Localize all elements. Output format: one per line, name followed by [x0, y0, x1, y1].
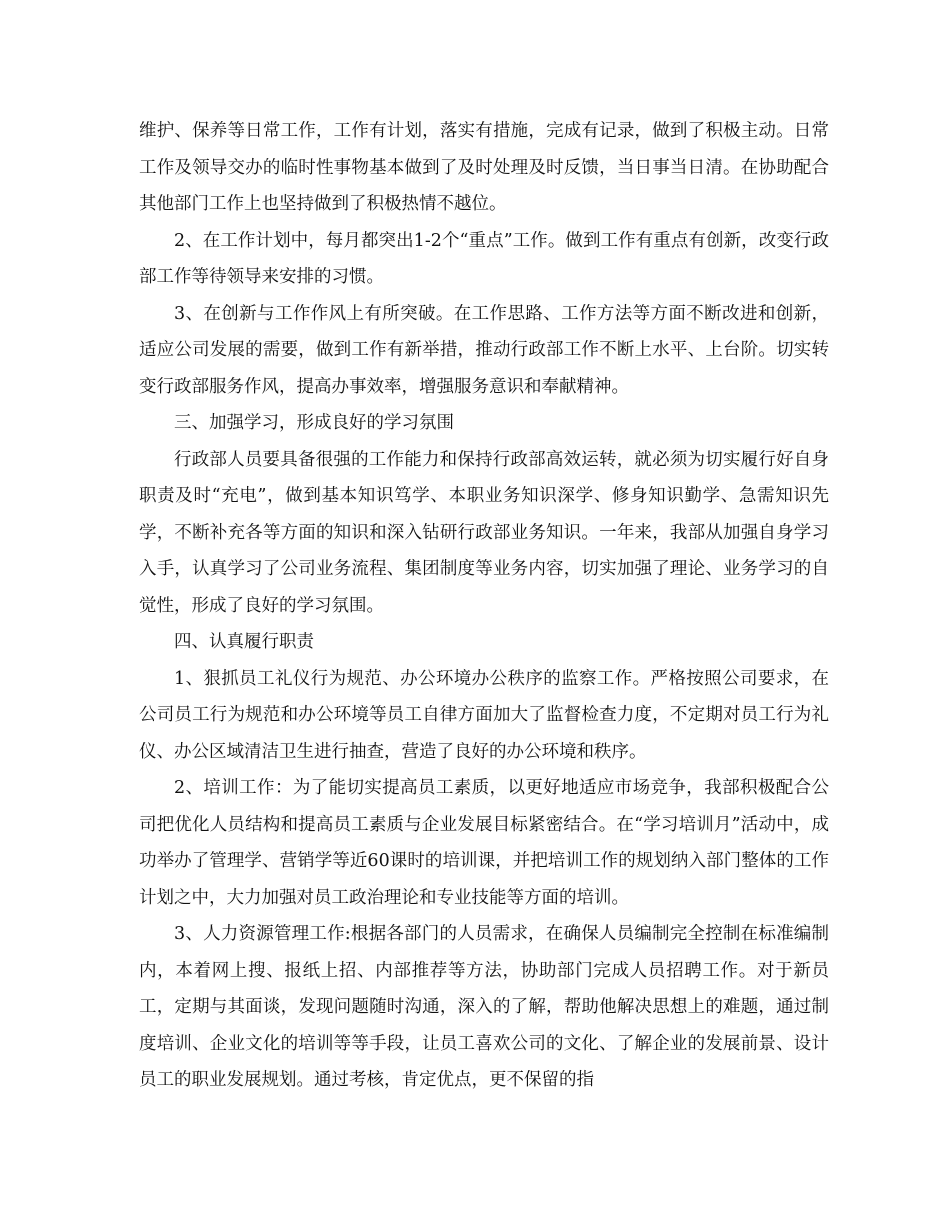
paragraph-maintenance: 维护、保养等日常工作，工作有计划，落实有措施，完成有记录，做到了积极主动。日常工作及领导交办的临时性事物基本做到了及时处理及时反馈，当日事当日清。在协助配合其他部门工作上也坚持做到了积极热情不越位。: [139, 121, 829, 214]
paragraph-work-plan: 2、在工作计划中，每月都突出1-2个“重点”工作。做到工作有重点有创新，改变行政部工作等待领导来安排的习惯。: [139, 230, 829, 287]
section-heading-duties: 四、认真履行职责: [174, 632, 314, 652]
paragraph-etiquette: 1、狠抓员工礼仪行为规范、办公环境办公秩序的监察工作。严格按照公司要求，在公司员工行为规范和办公环境等员工自律方面加大了监督检查力度，不定期对员工行为礼仪、办公区域清洁卫生进行抽查，营造了良好的办公环境和秩序。: [139, 668, 829, 762]
document-page: [139, 113, 829, 1099]
paragraph-learning: 行政部人员要具备很强的工作能力和保持行政部高效运转，就必须为切实履行好自身职责及时“充电”，做到基本知识笃学、本职业务知识深学、修身知识勤学、急需知识先学，不断补充各等方面的知识和深入钻研行政部业务知识。一年来，我部从加强自身学习入手，认真学习了公司业务流程、集团制度等业务内容，切实加强了理论、业务学习的自觉性，形成了良好的学习氛围。: [139, 449, 829, 616]
paragraph-hr-management: 3、人力资源管理工作:根据各部门的人员需求，在确保人员编制完全控制在标准编制内，本着网上搜、报纸上招、内部推荐等方法，协助部门完成人员招聘工作。对于新员工，定期与其面谈，发现问题随时沟通，深入的了解，帮助他解决思想上的难题，通过制度培训、企业文化的培训等等手段，让员工喜欢公司的文化、了解企业的发展前景、设计员工的职业发展规划。通过考核，肯定优点，更不保留的指: [139, 924, 829, 1090]
paragraph-training: 2、培训工作：为了能切实提高员工素质，以更好地适应市场竞争，我部积极配合公司把优化人员结构和提高员工素质与企业发展目标紧密结合。在“学习培训月”活动中，成功举办了管理学、营销学等近60课时的培训课，并把培训工作的规划纳入部门整体的工作计划之中，大力加强对员工政治理论和专业技能等方面的培训。: [139, 778, 829, 908]
section-heading-learning: 三、加强学习，形成良好的学习氛围: [174, 413, 454, 433]
paragraph-innovation: 3、在创新与工作作风上有所突破。在工作思路、工作方法等方面不断改进和创新，适应公司发展的需要，做到工作有新举措，推动行政部工作不断上水平、上台阶。切实转变行政部服务作风，提高办事效率，增强服务意识和奉献精神。: [139, 303, 829, 397]
